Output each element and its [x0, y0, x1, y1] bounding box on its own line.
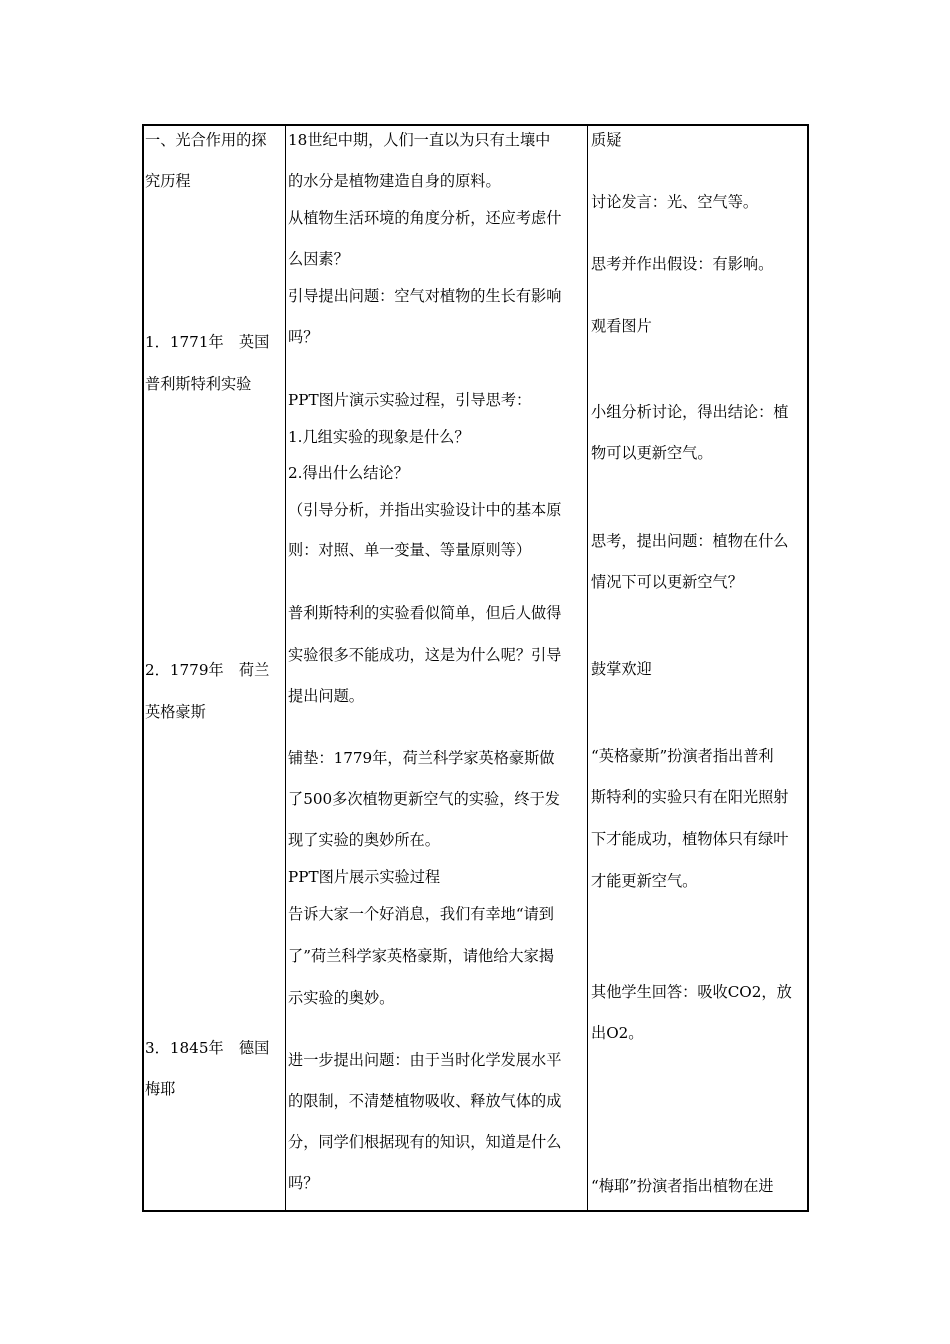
teacher-line: 铺垫：1779年，荷兰科学家英格豪斯做: [288, 749, 555, 767]
teacher-line: 现了实验的奥妙所在。: [288, 831, 440, 849]
student-line: “英格豪斯”扮演者指出普利: [591, 747, 774, 765]
student-line: 讨论发言：光、空气等。: [591, 193, 759, 211]
teacher-line: 提出问题。: [288, 687, 364, 705]
teacher-line: PPT图片展示实验过程: [288, 868, 441, 886]
student-line: 思考，提出问题：植物在什么: [591, 532, 789, 550]
student-line: 小组分析讨论，得出结论：植: [591, 403, 789, 421]
topic-line: 英格豪斯: [145, 703, 206, 721]
topic-line: 普利斯特利实验: [145, 375, 252, 393]
teacher-line: 进一步提出问题：由于当时化学发展水平: [288, 1051, 562, 1069]
topic-line: 一、光合作用的探: [145, 131, 267, 149]
teacher-line: 的限制，不清楚植物吸收、释放气体的成: [288, 1092, 562, 1110]
teacher-line: 的水分是植物建造自身的原料。: [288, 172, 501, 190]
lesson-table: [142, 124, 809, 1212]
teacher-line: 了”荷兰科学家英格豪斯，请他给大家揭: [288, 947, 554, 965]
teacher-line: PPT图片演示实验过程，引导思考：: [288, 391, 532, 409]
teacher-line: 普利斯特利的实验看似简单，但后人做得: [288, 604, 562, 622]
student-line: “梅耶”扮演者指出植物在进: [591, 1177, 774, 1195]
column-divider: [587, 126, 588, 1210]
teacher-line: 18世纪中期，人们一直以为只有土壤中: [288, 131, 551, 149]
teacher-line: 了500多次植物更新空气的实验，终于发: [288, 790, 560, 808]
teacher-line: 从植物生活环境的角度分析，还应考虑什: [288, 209, 562, 227]
teacher-activity-column: [287, 126, 587, 1210]
teacher-line: 引导提出问题：空气对植物的生长有影响: [288, 287, 562, 305]
student-line: 鼓掌欢迎: [591, 660, 652, 678]
teacher-line: 吗？: [288, 1174, 319, 1192]
teacher-line: （引导分析，并指出实验设计中的基本原: [288, 501, 562, 519]
teacher-line: 吗？: [288, 328, 319, 346]
topic-line: 2．1779年 荷兰: [145, 661, 270, 679]
student-activity-column: [589, 126, 809, 1210]
student-line: 斯特利的实验只有在阳光照射: [591, 788, 789, 806]
teacher-line: 么因素？: [288, 250, 349, 268]
student-line: 质疑: [591, 131, 622, 149]
topic-line: 梅耶: [145, 1080, 176, 1098]
student-line: 情况下可以更新空气？: [591, 573, 743, 591]
student-line: 出O2。: [591, 1024, 644, 1042]
teacher-line: 示实验的奥妙。: [288, 989, 395, 1007]
student-line: 思考并作出假设：有影响。: [591, 255, 774, 273]
topic-line: 1．1771年 英国: [145, 333, 270, 351]
topic-column: [144, 126, 286, 1210]
student-line: 其他学生回答：吸收CO2，放: [591, 983, 792, 1001]
topic-line: 究历程: [145, 172, 191, 190]
student-line: 物可以更新空气。: [591, 444, 713, 462]
student-line: 观看图片: [591, 317, 652, 335]
teacher-line: 告诉大家一个好消息，我们有幸地“请到: [288, 905, 554, 923]
teacher-line: 则：对照、单一变量、等量原则等）: [288, 541, 531, 559]
teacher-line: 1.几组实验的现象是什么？: [288, 428, 470, 446]
student-line: 下才能成功，植物体只有绿叶: [591, 830, 789, 848]
teacher-line: 2.得出什么结论？: [288, 464, 409, 482]
topic-line: 3．1845年 德国: [145, 1039, 270, 1057]
teacher-line: 分，同学们根据现有的知识，知道是什么: [288, 1133, 562, 1151]
student-line: 才能更新空气。: [591, 872, 698, 890]
teacher-line: 实验很多不能成功，这是为什么呢？引导: [288, 646, 562, 664]
